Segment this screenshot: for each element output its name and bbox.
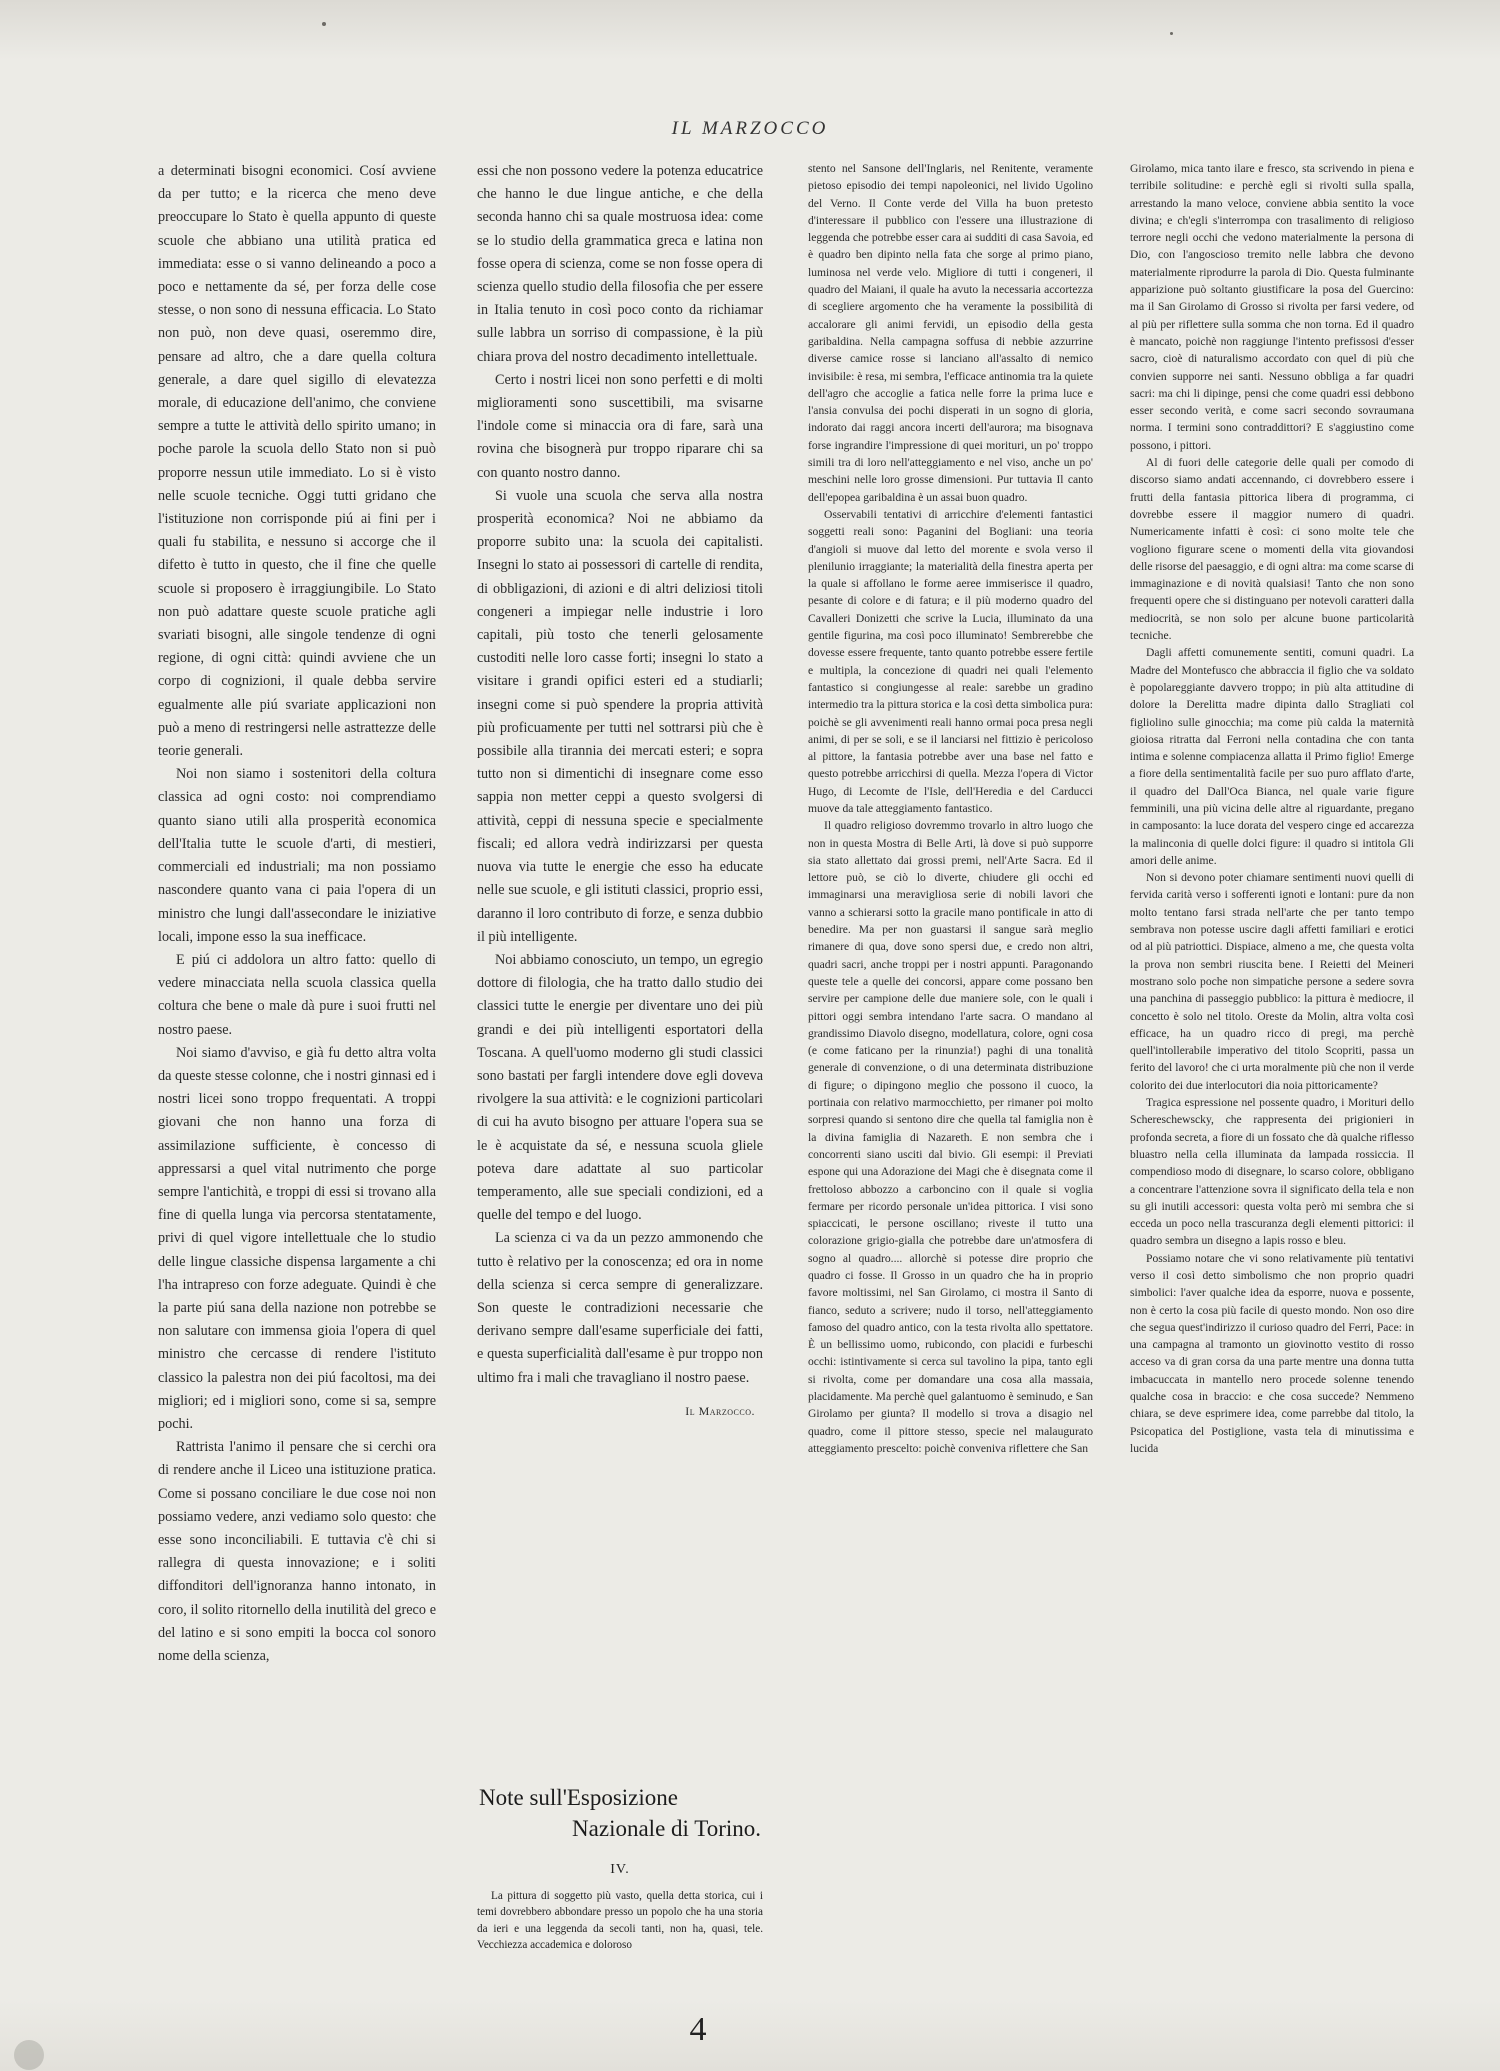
page-header: IL MARZOCCO [671, 118, 829, 139]
paragraph: La scienza ci va da un pezzo ammonendo che tutto è relativo per la conoscenza; ed ora in nome della scienza si cerca sempre di generalizzare. Son queste le contradizioni necessarie che derivano sempre dall'esame superficiale dei fatti, e questa superficialità dall'esame è pur troppo non ultimo fra i mali che travagliano il nostro paese. [477, 1230, 763, 1386]
paragraph: Noi siamo d'avviso, e già fu detto altra volta da queste stesse colonne, che i nostri ginnasi ed i nostri licei sono troppo frequentati. A troppi giovani che non hanno una forza di assimilazione sufficiente, è concesso di appressarsi a quel vital nutrimento che porge sempre l'antichità, e troppi di essi si trovano alla fine di quella lunga via percorsa stentatamente, privi di quel vigore intellettuale che lo studio delle lingue classiche dispensa largamente a chi l'ha intrapreso con forze adeguate. Quindi è che la parte piú sana della nazione non potrebbe se non salutare con immensa gioia l'opera di quel ministro che cercasse di rendere l'istituto classico la palestra non dei piú facoltosi, ma dei migliori; ed i migliori sono, come si sa, sempre pochi. [158, 1044, 436, 1432]
ink-speck [322, 22, 326, 26]
paragraph: Non si devono poter chiamare sentimenti nuovi quelli di fervida carità verso i sofferenti ignoti e lontani: pure da non molto tentano farsi strada nell'arte che per tanto tempo sembrava non potesse uscire dagli affetti familiari e erotici od al più patriottici. Dispiace, almeno a me, che questa volta la prova non sembri riuscita bene. I Reietti del Meineri mostrano solo poche non simpatiche persone a sedere sovra una panchina di passeggio pubblico: la pittura è mediocre, il concetto è solo nel titolo. Oreste da Molin, altra volta così efficace, ha un quadro ricco di pregi, ma perchè quell'intollerabile imperativo del titolo Scopriti, passa un ferito del lavoro! che ci urta moralmente più che non il verde colorito dei due interlocutori dia noia pittoricamente? [1130, 871, 1414, 1092]
paragraph: Al di fuori delle categorie delle quali per comodo di discorso siamo andati accennando, ci dovrebbero essere i frutti della fantasia pittorica libera di programma, ci dovrebbe essere il maggior numero di quadri. Numericamente infatti è così: ci sono molte tele che vogliono figurare scene o momenti della vita giovandosi delle risorse del paesaggio, e di ogni altra: ma come scarse di immaginazione e di novità qualsiasi! Tanto che non sono frequenti opere che si distinguano per notevoli caratteri dalla mediocrità, se non solo per alcune buone particolarità tecniche. [1130, 456, 1414, 643]
paragraph: Noi non siamo i sostenitori della coltura classica ad ogni costo: noi comprendiamo quanto siano utili alla prosperità economica dell'Italia tutte le scuole d'arti, di mestieri, commerciali ed industriali; ma non possiamo nascondere quanto vana ci paia l'opera di un ministro che lungi dall'assecondare le iniziative locali, impone esso la sua inefficace. [158, 766, 436, 945]
column-3 [808, 160, 1093, 1457]
paragraph: E piú ci addolora un altro fatto: quello di vedere minacciata nella scuola classica quella coltura che bene o male dà pure i suoi frutti nel nostro paese. [158, 951, 436, 1038]
paragraph: stento nel Sansone dell'Inglaris, nel Renitente, veramente pietoso episodio dei tempi napoleonici, nel livido Ugolino del Verno. Il Conte verde del Villa ha buon pretesto d'interessare il pubblico con l'essere una illustrazione di leggenda che potrebbe esser cara ai sudditi di casa Savoia, ed è quadro ben dipinto nella fata che sorge al primo piano, luminosa nel verde velo. Migliore di tutti i congeneri, il quadro del Maiani, il quale ha avuto la necessaria accortezza di scegliere argomento che ha veramente la possibilità di accalorare gli animi fervidi, un episodio della gesta garibaldina. Nella campagna soffusa di nebbie azzurrine diverse camice rosse si lanciano all'assalto di nemico invisibile: è resa, mi sembra, l'efficace antinomia tra la quiete dell'agro che accoglie a fatica nelle forre la prima luce e l'ansia convulsa dei pochi disperati in un sogno di gloria, indorato dai raggi ancora incerti dell'aurora; ma bisognava forse ingrandire l'impressione di quei morituri, un po' troppo simili tra di loro nell'atteggiamento e nel viso, anche un po' meschini nelle loro grosse dimensioni. Pur tuttavia Il canto dell'epopea garibaldina è un assai buon quadro. [808, 162, 1093, 504]
paragraph: a determinati bisogni economici. Cosí avviene da per tutto; e la ricerca che meno deve preoccupare lo Stato è quella appunto di queste scuole che abbiano una utilità pratica ed immediata: esse o si vanno delineando a poco a poco e nettamente da sé, per forza delle cose stesse, o non sono di nessuna efficacia. Lo Stato non può, non deve quasi, oseremmo dire, pensare ad altro, che a dare quella coltura generale, a dare quel sigillo di elevatezza morale, di educazione dell'animo, che conviene sempre a tutte le attività dello spirito umano; in poche parole la scuola dello Stato non si può proporre nessun utile immediato. Lo si è visto nelle scuole tecniche. Oggi tutti gridano che l'istituzione non corrisponde piú ai fini per i quali fu stabilita, e nessuno si accorge che il difetto è tutto in questo, che il fine che quelle scuole si proposero è irraggiungibile. Lo Stato non può adattare queste scuole pratiche agli svariati bisogni, alle singole tendenze di ogni regione, di ogni città: quindi avviene che un corpo di cognizioni, il quale debba servire egualmente alle piú svariate applicazioni non può a meno di restringersi nelle astrattezze delle teorie generali. [158, 163, 436, 760]
column-1 [158, 160, 436, 1668]
paragraph: Rattrista l'animo il pensare che si cerchi ora di rendere anche il Liceo una istituzione pratica. Come si possano conciliare le due cose noi non possiamo vedere, anzi vediamo solo questo: che esse sono inconciliabili. E tuttavia c'è chi si rallegra di questa innovazione; e i soliti diffonditori dell'ignoranza hanno intonato, in coro, il solito ritornello della inutilità del greco e del latino e si sono empiti la bocca col sonoro nome della scienza, [158, 1439, 436, 1664]
paragraph: Certo i nostri licei non sono perfetti e di molti miglioramenti sono suscettibili, ma svisarne l'indole come si minaccia ora di fare, sarà una rovina che bisognerà pur troppo riparare chi sa con quanto nostro danno. [477, 371, 763, 481]
paragraph: Noi abbiamo conosciuto, un tempo, un egregio dottore di filologia, che ha tratto dallo studio dei classici tutte le energie per diventare uno dei più grandi e dei più intelligenti esportatori della Toscana. A quell'uomo moderno gli studi classici sono bastati per fargli intendere dove egli doveva rivolgere la sua attività: e le cognizioni particolari di cui ha avuto bisogno per attuare l'opera sua se le è acquistate da sé, e nessuna scuola gliele poteva dare adattate al suo particolar temperamento, alle sue speciali condizioni, ed a quelle del tempo e del luogo. [477, 951, 763, 1224]
paragraph: La pittura di soggetto più vasto, quella detta storica, cui i temi dovrebbero abbondare presso un popolo che ha una storia da ieri e una leggenda da secoli tanti, non ha, quasi, tele. Vecchiezza accademica e doloroso [477, 1890, 763, 1952]
article-title-line-2: Nazionale di Torino. [572, 1816, 761, 1841]
article-title [477, 1782, 763, 1844]
paragraph: Possiamo notare che vi sono relativamente più tentativi verso il così detto simbolismo che non proprio quadri simbolici: l'aver qualche idea da esporre, nuova e possente, non è certo la cosa più facile di questo mondo. Non oso dire che segua quest'indirizzo il curioso quadro del Ferri, Pace: in una campagna al tramonto un giovinotto vestito di rosso acceso va di gran corsa da una parte mentre una donna tutta imbacuccata in mantello nero procede solenne tenendo qualche cosa in braccio: e che cosa succede? Nemmeno chiara, se deve esprimere idea, come parrebbe dal titolo, la Psicopatica del Postiglione, vasta tela di minutissima e lucida [1130, 1251, 1414, 1455]
paragraph: essi che non possono vedere la potenza educatrice che hanno le due lingue antiche, e che della seconda hanno chi sa quale mostruosa idea: come se lo studio della grammatica greca e latina non fosse opera di scienza, come se non fosse opera di scienza quello studio della filosofia che per essere in Italia tenuto in così poco conto da richiamar sulle labbra un sorriso di compassione, è la più chiara prova del nostro decadimento intellettuale. [477, 163, 763, 365]
paragraph: Girolamo, mica tanto ilare e fresco, sta scrivendo in piena e terribile solitudine: e perchè egli si rivolti sulla spalla, arrestando la mano veloce, conviene abbia sentito la voce divina; e ch'egli s'interrompa con trasalimento di religioso terrore negli occhi che vedono materialmente la persona di Dio, con l'angoscioso tremito nelle labbra che devono materialmente riprodurre la parola di Dio. Questa fulminante apparizione può soltanto giustificare la posa del Guercino: ma il San Girolamo di Grosso si rivolta per farsi vedere, od al più per riflettere sulla somma che non torna. Ed il quadro è mancato, poichè non raggiunge l'intento prefissosi d'esser sacro, cioè di naturalismo accordato con quel di più che convien supporre nei santi. Nessuno obbliga a far quadri sacri: ma chi li dipinge, pensi che come quadri essi debbono esser secondo verità, e come sacri secondo sovraumana norma. I termini sono contraddittori? E s'aggiustino come possono, i pittori. [1130, 162, 1414, 452]
signature: Il Marzocco. [685, 1403, 755, 1418]
column-2 [477, 160, 763, 1423]
paragraph: Tragica espressione nel possente quadro, i Morituri dello Schereschewscky, che rappresenta dei prigionieri in profonda secreta, a fiore di un fossato che dà qualche riflesso bluastro nella cella illuminata da lampada rossiccia. Il compendioso modo di disegnare, lo scarso colore, obbligano a concentrare l'attenzione sovra il significato della tela e non su gli inutili accessori: questa volta però mi sembra che si ecceda un poco nella trascuranza degli elementi pittorici: il quadro sembra un disegno a lapis rosso e bleu. [1130, 1096, 1414, 1248]
paragraph: Si vuole una scuola che serva alla nostra prosperità economica? Noi ne abbiamo da proporre subito una: la scuola dei capitalisti. Insegni lo stato ai possessori di cartelle di rendita, di obbligazioni, di azioni e di altri deliziosi titoli congeneri a impiegar nelle industrie i loro capitali, più tosto che tenerli gelosamente custoditi nelle loro casse forti; insegni lo stato a visitare i grandi opifici esteri ed a studiarli; insegni come si può spendere la propria attività più proficuamente per tutti nel sottrarsi più che è possibile alla tirannia dei mercati esteri; e sopra tutto non si dimentichi di insegnare come esso sappia non metter ceppi a questo svolgersi di attività, ceppi di nessuna specie e specialmente fiscali; ed allora vedrà indirizzarsi per questa nuova via tutte le energie che esso ha educate nelle sue scuole, e gli istituti classici, proprio essi, daranno il loro contributo di forze, e senza dubbio il più intelligente. [477, 487, 763, 945]
article-intro [477, 1888, 763, 1954]
section-number: IV. [610, 1862, 630, 1877]
ink-speck [1170, 32, 1173, 35]
ink-stain [14, 2040, 44, 2070]
page-number: 4 [689, 2011, 707, 2048]
column-4 [1130, 160, 1414, 1457]
paragraph: Osservabili tentativi di arricchire d'elementi fantastici soggetti reali sono: Paganini del Bogliani: una teoria d'angioli si muove dal letto del morente e svola verso il plenilunio irraggiante; la materialità della finestra aperta per la quale si affollano le forme aeree immiserisce il quadro, pesante di colore e di fatura; e il più moderno quadro del Cavalleri Donizetti che scrive la Lucia, illuminato da una gentile figurina, ma così poco illuminato! Sembrerebbe che dovesse essere frequente, tanto quanto potrebbe essere fertile e multipla, la concezione di quadri nei quali l'elemento fantastico si congiungesse al reale: sarebbe un gradino intermedio tra la pittura storica e la così detta simbolica pura: poichè se gli avvenimenti reali hanno ormai poca presa negli animi, di per se soli, e se il lanciarsi nel fittizio è pericoloso al pittore, la fantasia potrebbe aver una base nel fatto e questo potrebbe arricchirsi di quella. Mezza l'opera di Victor Hugo, di Lecomte de l'Isle, dell'Heredia e del Carducci muove da tale atteggiamento fantastico. [808, 507, 1093, 815]
paragraph: Dagli affetti comunemente sentiti, comuni quadri. La Madre del Montefusco che abbraccia il figlio che va soldato è popolareggiante davvero troppo; in più alta attitudine di dolore la Derelitta madre dipinta dallo Stragliati col figliolino sulle ginocchia; ma come più calda la maternità gioiosa ritratta dal Ferroni nella contadina che con tanta intima e solenne compiacenza allatta il Primo figlio! Emerge a fiore della sentimentalità facile per suo puro afflato d'arte, il quadro del Dall'Oca Bianca, nel quale varie figure femminili, una più vicina delle altre al riguardante, pregano in camposanto: la luce dorata del vespero cinge ed accarezza la malinconia di quelle dolci figure: il quadro si intitola Gli amori delle anime. [1130, 646, 1414, 867]
article-title-line-1: Note sull'Esposizione [479, 1785, 678, 1810]
paragraph: Il quadro religioso dovremmo trovarlo in altro luogo che non in questa Mostra di Belle Arti, là dove si può supporre sia stato allettato dai grossi premi, nell'Arte Sacra. Ed il lettore può, se ciò lo diverte, chiudere gli occhi ed immaginarsi una meravigliosa serie di nobili lavori che vanno a schierarsi sotto la gracile mano pontificale in atto di benedire. Ma per non guastarsi il sangue sarà meglio rimanere di qua, dove sono spersi due, e credo non altri, quadri sacri, anche troppi per i nostri appunti. Paragonando queste tele a quelle dei concorsi, appare come possano ben servire per campione delle due maniere sole, con le quali i pittori oggi sembra intendano l'arte sacra. O mandano al grandissimo Diavolo disegno, modellatura, colore, ogni cosa (e come faticano per la rinunzia!) paghi di una tonalità generale di convenzione, o di una determinata distribuzione di figure; o dipingono meglio che possono il cuoco, la portinaia con relativo marmocchietto, per rimaner poi molto sorpresi quando si sentono dire che quella tal famiglia non è la divina famiglia di Nazareth. E non sembra che i concorrenti siano usciti dal bivio. Gli esempi: il Previati espone qui una Adorazione dei Magi che è disegnata come il frettoloso abbozzo a carboncino con il quale si voglia fermare per ricordo personale un'idea pittorica. I visi sono spiaccicati, le persone oscillano; riveste il tutto una colorazione grigio-gialla che potrebbe dare un'atmosfera di sogno al quadro.... allorchè si potesse dire proprio che quadro ci fosse. Il Grosso in un quadro che ha in proprio favore moltissimi, nel San Girolamo, ci mostra il Santo di fianco, seduto a scrivere; nudo il torso, nell'atteggiamento famoso del quadro antico, con la testa rivolta allo spettatore. È un bellissimo uomo, rubicondo, con placidi e furbeschi occhi: istintivamente si cerca sul tavolino la pipa, tanto egli si rivolta, come per domandare una cosa alla massaia, placidamente. Ma perchè quel galantuomo è seminudo, e San Girolamo per giunta? Il modello si trova a disagio nel quadro, come il pittore stesso, specie nel malaugurato atteggiamento prescelto: poichè conveniva riflettere che San [808, 819, 1093, 1455]
